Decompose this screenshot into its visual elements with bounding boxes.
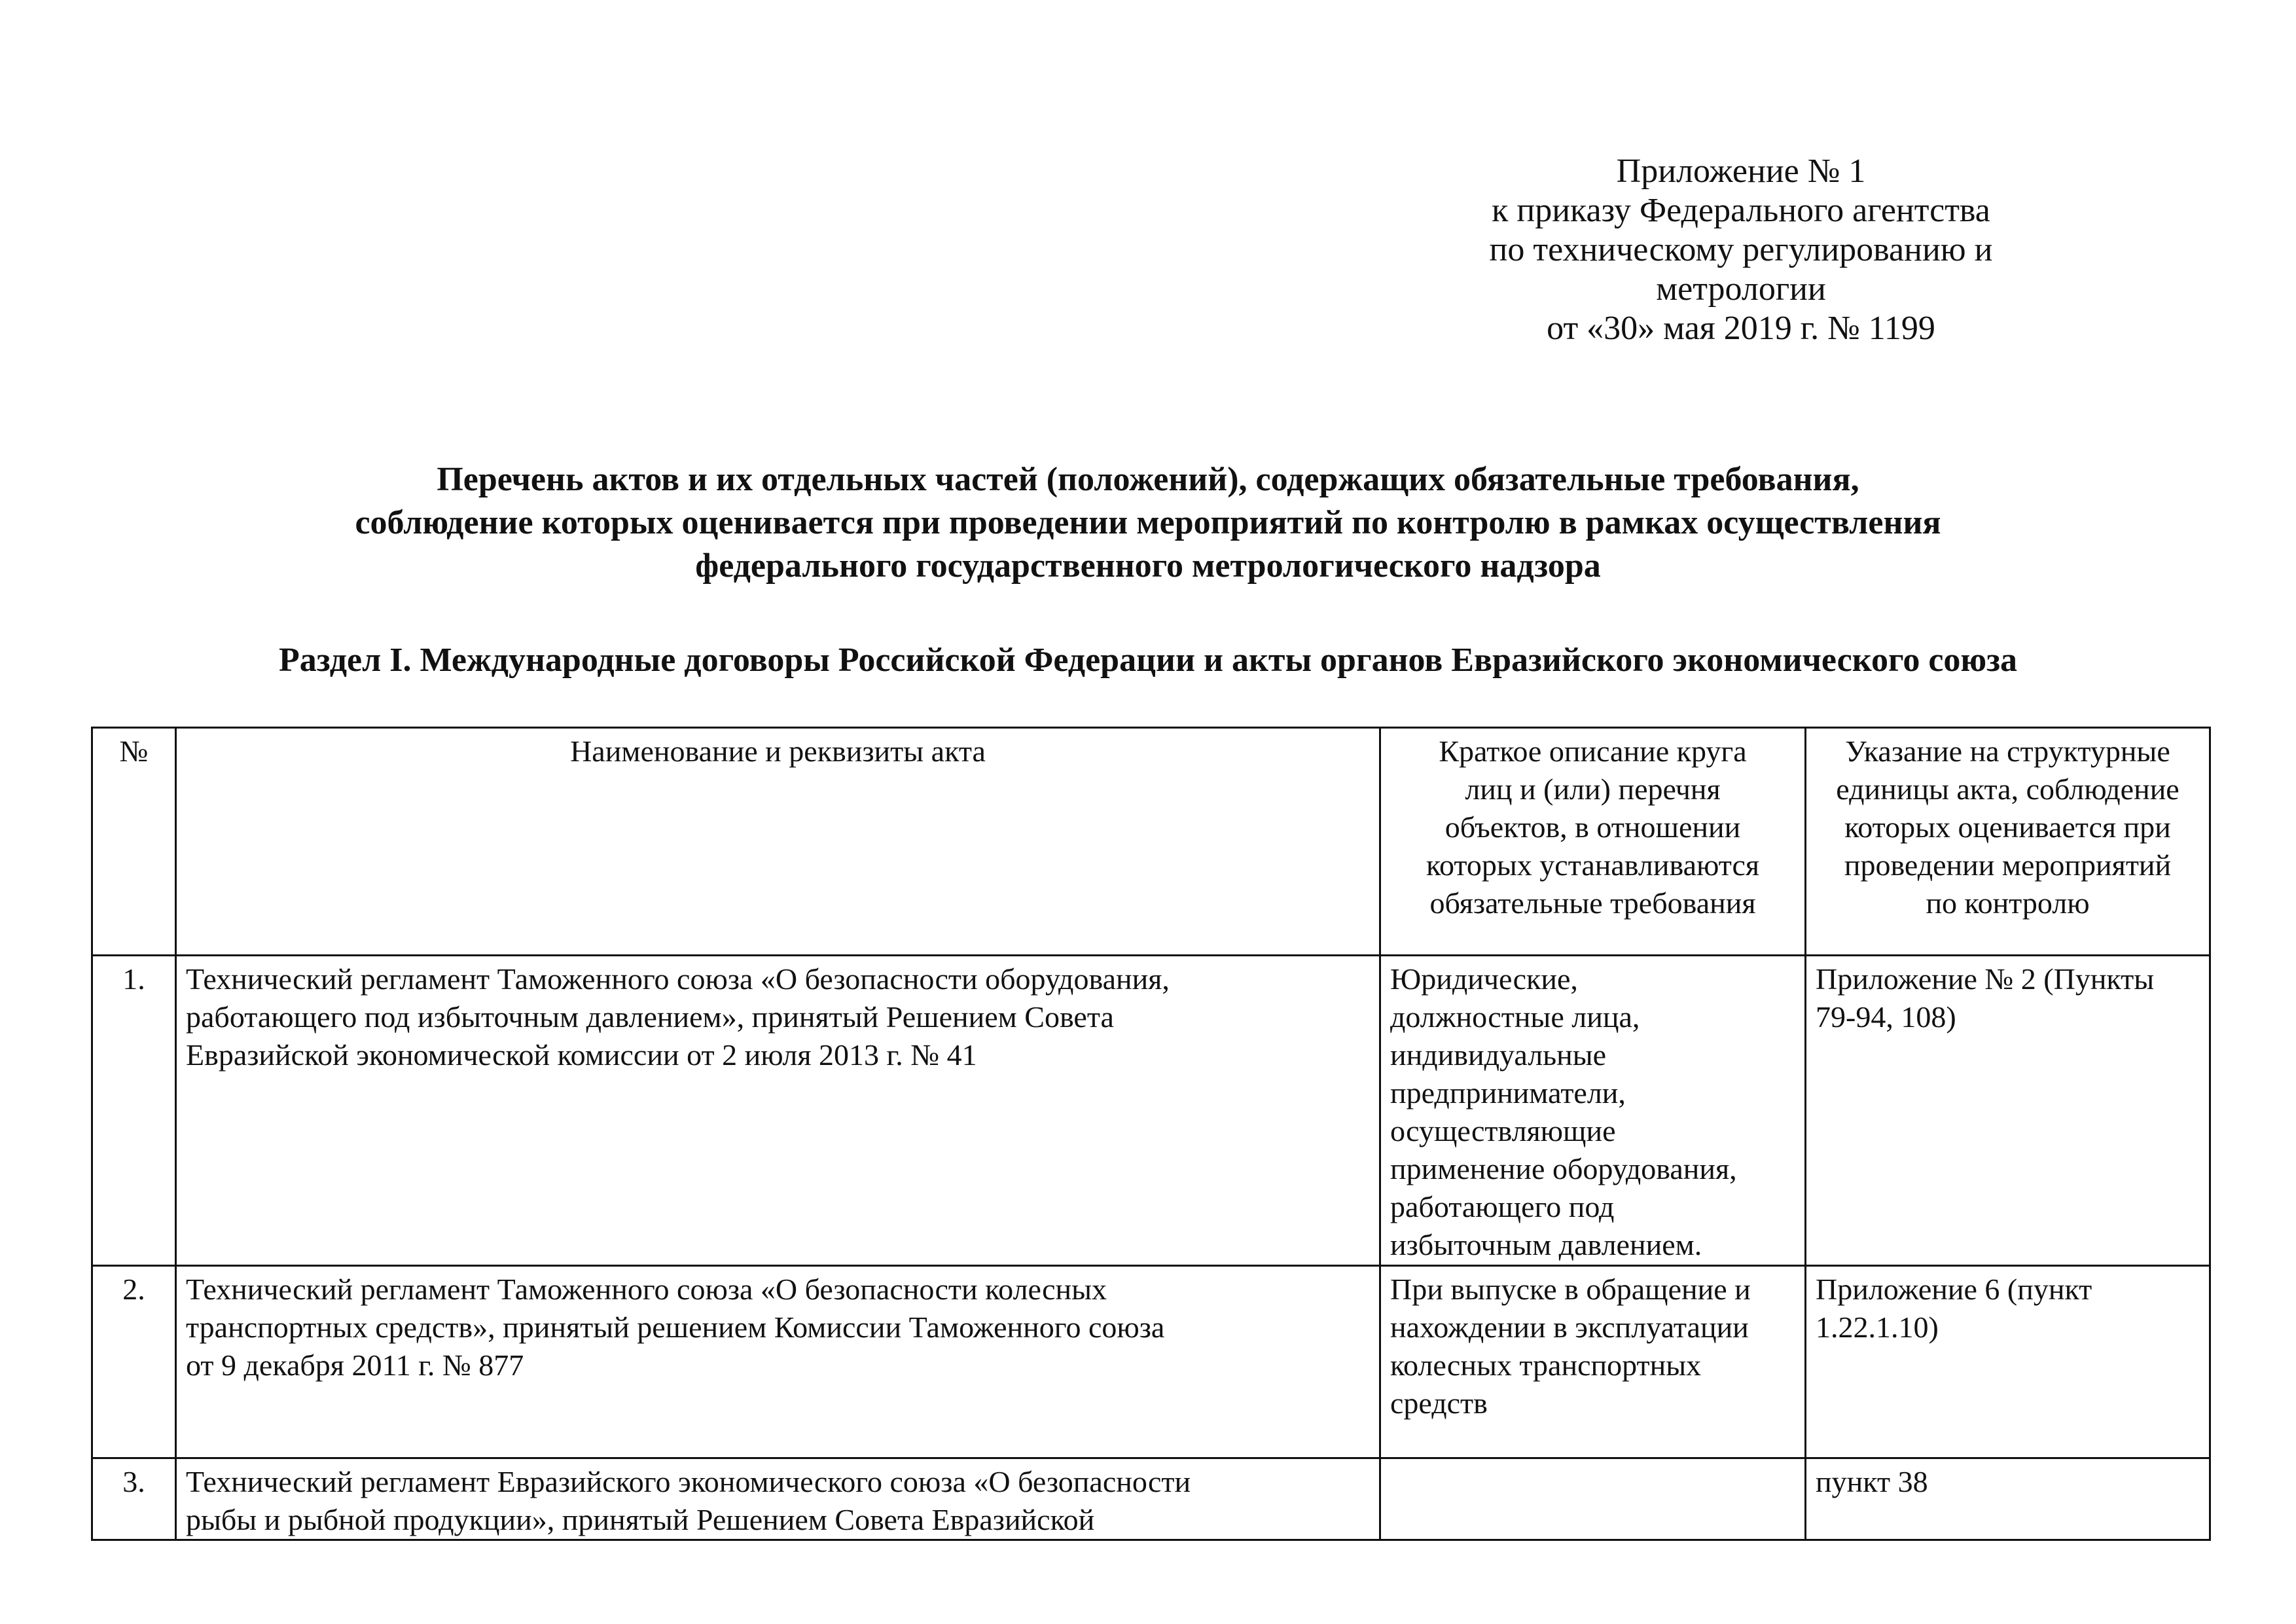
acts-table — [91, 727, 2211, 1541]
annex-line-metrology: метрологии — [1656, 270, 1826, 308]
row-num: 2. — [92, 1266, 176, 1458]
row-act-name: Технический регламент Евразийского экономического союза «О безопасности рыбы и рыбной продукции», принятый Решением Совета Евразийской — [176, 1458, 1380, 1540]
table-row — [92, 1266, 2210, 1458]
title-line-2: соблюдение которых оценивается при проведении мероприятий по контролю в рамках осуществления — [355, 504, 1941, 541]
annex-line-date: от «30» мая 2019 г. № 1199 — [1547, 310, 1935, 347]
table-row — [92, 956, 2210, 1266]
header-num — [92, 728, 176, 956]
header-ref-label: Указание на структурные единицы акта, соблюдение которых оценивается при проведении мероприятий по контролю — [1836, 734, 2179, 920]
row-structural-units: Приложение 6 (пункт 1.22.1.10) — [1806, 1266, 2210, 1458]
row-structural-units: пункт 38 — [1806, 1458, 2210, 1540]
annex-line-agency: по техническому регулированию и — [1489, 231, 1993, 268]
row-act-name: Технический регламент Таможенного союза «О безопасности оборудования, работающего под избыточным давлением», принятый Решением Совета Евразийской экономической комиссии от 2 июля 2013 г. № 41 — [176, 956, 1380, 1266]
header-name — [176, 728, 1380, 956]
row-description: При выпуске в обращение и нахождении в эксплуатации колесных транспортных средств — [1380, 1266, 1806, 1458]
annex-line-number: Приложение № 1 — [1616, 153, 1866, 190]
row-description: Юридические, должностные лица, индивидуальные предприниматели, осуществляющие применение оборудования, работающего под избыточным давлением. — [1380, 956, 1806, 1266]
header-name-label: Наименование и реквизиты акта — [570, 734, 986, 768]
annex-header — [1414, 152, 2068, 348]
table-row — [92, 1458, 2210, 1540]
document-title — [92, 458, 2204, 588]
table-header-row — [92, 728, 2210, 956]
row-structural-units: Приложение № 2 (Пункты 79-94, 108) — [1806, 956, 2210, 1266]
header-ref — [1806, 728, 2210, 956]
row-num: 1. — [92, 956, 176, 1266]
header-desc-label: Краткое описание круга лиц и (или) перечня объектов, в отношении которых устанавливаются обязательные требования — [1426, 734, 1760, 920]
row-num: 3. — [92, 1458, 176, 1540]
title-line-3: федерального государственного метрологического надзора — [695, 547, 1601, 585]
title-line-1: Перечень актов и их отдельных частей (положений), содержащих обязательные требования, — [437, 461, 1859, 498]
header-num-label: № — [119, 734, 149, 768]
row-act-name: Технический регламент Таможенного союза «О безопасности колесных транспортных средств», принятый решением Комиссии Таможенного союза от 9 декабря 2011 г. № 877 — [176, 1266, 1380, 1458]
annex-line-order: к приказу Федерального агентства — [1492, 192, 1990, 229]
section-title: Раздел I. Международные договоры Российской Федерации и акты органов Евразийского экономического союза — [278, 641, 2018, 679]
header-desc — [1380, 728, 1806, 956]
row-description — [1380, 1458, 1806, 1540]
